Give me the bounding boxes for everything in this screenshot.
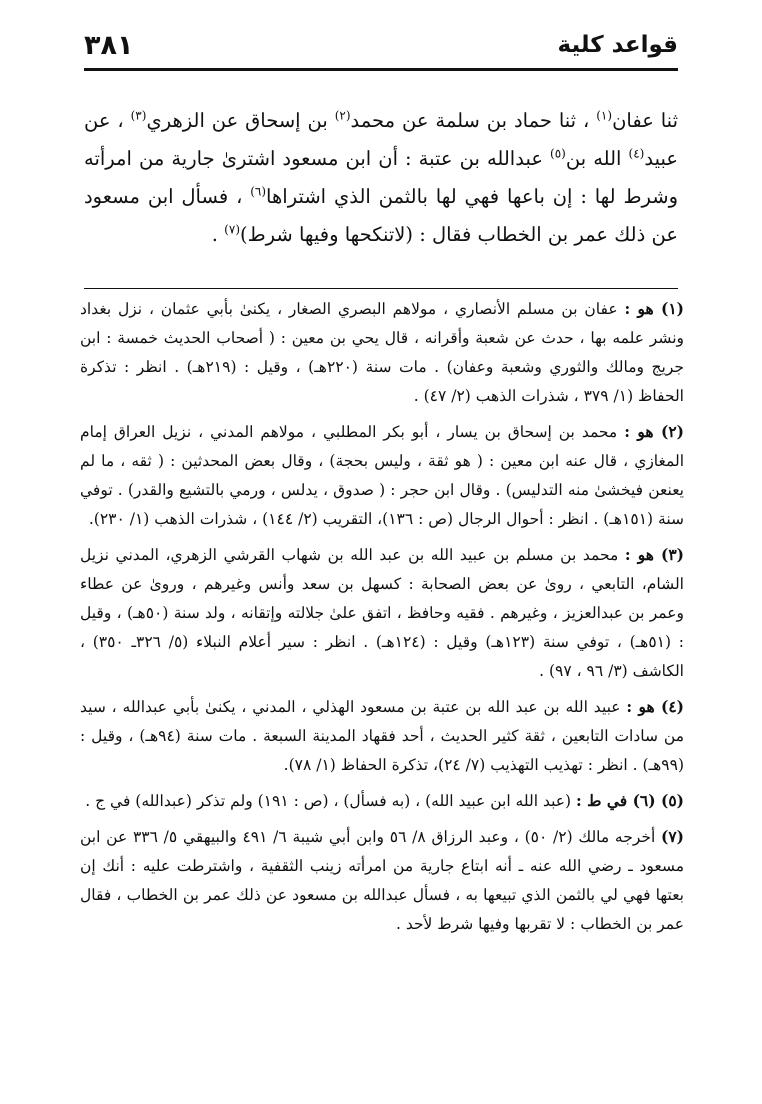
main-text <box>84 102 678 254</box>
main-text-segment: ، فسأل ابن مسعود عن ذلك عمر بن الخطاب فقال : (لاتنكحها وفيها شرط) <box>84 185 678 246</box>
footnote-ref: (٧) <box>224 222 240 237</box>
main-text-segment: الله بن <box>565 147 629 170</box>
footnote-text: عبيد الله بن عبد الله بن عتبة بن مسعود الهذلي ، المدني ، يكنىٰ بأبي عبدالله ، سيد من سادات التابعين ، ثقة كثير الحديث ، أحد فقهاد المدينة السبعة . مات سنة (٩٤هـ) ، وقيل : (٩٩هـ) . انظر : تهذيب التهذيب (٧/ ٢٤)، تذكرة الحفاظ (١/ ٧٨). <box>80 698 684 774</box>
footnote-number: (٣) هو : <box>624 545 684 564</box>
main-text-segment: ثنا عفان <box>612 109 678 132</box>
header-rule <box>84 68 678 71</box>
page-number: ٣٨١ <box>84 30 134 61</box>
footnote-number: (٤) هو : <box>626 697 684 716</box>
footnote-text: عفان بن مسلم الأنصاري ، مولاهم البصري الصغار ، يكنىٰ بأبي عثمان ، نزل بغداد ونشر علمه بها ، حدث عن شعبة وأقرانه ، قال يحي بن معين : ( أصحاب الحديث خمسة : ابن جريج ومالك والثوري وشعبة وعفان) . مات سنة (٢٢٠هـ) ، وقيل : (٢١٩هـ) . انظر : تذكرة الحفاظ (١/ ٣٧٩ ، شذرات الذهب (٢/ ٤٧) . <box>80 300 684 405</box>
footnote-number: (٥) (٦) في ط : <box>576 791 684 810</box>
main-paragraph <box>84 102 678 254</box>
footnote-2 <box>80 417 684 534</box>
main-text-segment: بن إسحاق عن الزهري <box>146 109 335 132</box>
footnote-7 <box>80 822 684 939</box>
footnote-1 <box>80 294 684 411</box>
footnote-ref: (١) <box>596 108 613 123</box>
footnote-4 <box>80 692 684 780</box>
footnote-text: أخرجه مالك (٢/ ٥٠) ، وعبد الرزاق ٨/ ٥٦ وابن أبي شيبة ٦/ ٤٩١ والبيهقي ٥/ ٣٣٦ عن ابن مسعود ـ رضي الله عنه ـ أنه ابتاع جارية من امرأته زينب الثقفية ، واشترطت عليه : أنك إن بعتها فهي لي بالثمن الذي تبيعها به ، فسأل عبدالله بن مسعود عن ذلك عمر بن الخطاب ، فقال عمر بن الخطاب : لا تقربها وفيها شرط لأحد . <box>80 828 684 933</box>
footnote-separator <box>84 288 678 289</box>
footnote-5-6 <box>80 786 684 816</box>
footnote-ref: (٥) <box>550 146 566 161</box>
footnote-ref: (٣) <box>130 108 147 123</box>
main-text-segment: ، ثنا حماد بن سلمة عن محمد <box>350 109 597 132</box>
footnote-text: محمد بن إسحاق بن يسار ، أبو بكر المطلبي ، مولاهم المدني ، نزيل العراق إمام المغازي ، قال عنه ابن معين : ( هو ثقة ، وليس بحجة) ، وقال بعض المحدثين : ( ثقه ، ما لم يعنعن فيخشىٰ منه التدليس) . وقال ابن حجر : ( صدوق ، يدلس ، ورمي بالتشيع والقدر) . توفي سنة (١٥١هـ) . انظر : أحوال الرجال (ص : ١٣٦)، التقريب (٢/ ١٤٤) ، شذرات الذهب (١/ ٢٣٠). <box>80 423 684 528</box>
footnote-number: (٧) <box>661 827 685 846</box>
page-header <box>84 30 678 66</box>
footnote-3 <box>80 540 684 686</box>
main-text-segment: . <box>211 223 225 246</box>
main-text-segment: عبدالله بن عتبة : أن ابن مسعود اشترىٰ جارية من امرأته وشرط لها : إن باعها فهي لها بالثمن الذي اشتراها <box>84 147 679 208</box>
footnote-number: (١) هو : <box>624 299 684 318</box>
footnote-number: (٢) هو : <box>624 422 684 441</box>
footnote-ref: (٢) <box>334 108 351 123</box>
footnotes <box>80 294 684 945</box>
running-title: قواعد كلية <box>557 32 678 58</box>
footnote-ref: (٤) <box>628 146 645 161</box>
footnote-ref: (٦) <box>250 184 267 199</box>
main-text-segment: ، عن عبيد <box>84 109 678 170</box>
footnote-text: محمد بن مسلم بن عبيد الله بن عبد الله بن شهاب القرشي الزهري، المدني نزيل الشام، التابعي ، روىٰ عن بعض الصحابة : كسهل بن سعد وأنس وغيرهم ، وروىٰ عن عطاء وعمر بن عبدالعزيز ، وغيرهم . فقيه وحافظ ، اتفق علىٰ جلالته وإتقانه ، ولد سنة (٥٠هـ) ، وقيل : (٥١هـ) ، توفي سنة (١٢٣هـ) وقيل : (١٢٤هـ) . انظر : سير أعلام النبلاء (٥/ ٣٢٦ـ ٣٥٠) ، الكاشف (٣/ ٩٦ ، ٩٧) . <box>80 546 684 680</box>
footnote-text: (عبد الله ابن عبيد الله) ، (به فسأل) ، (ص : ١٩١) ولم تذكر (عبدالله) في ج . <box>85 792 572 810</box>
